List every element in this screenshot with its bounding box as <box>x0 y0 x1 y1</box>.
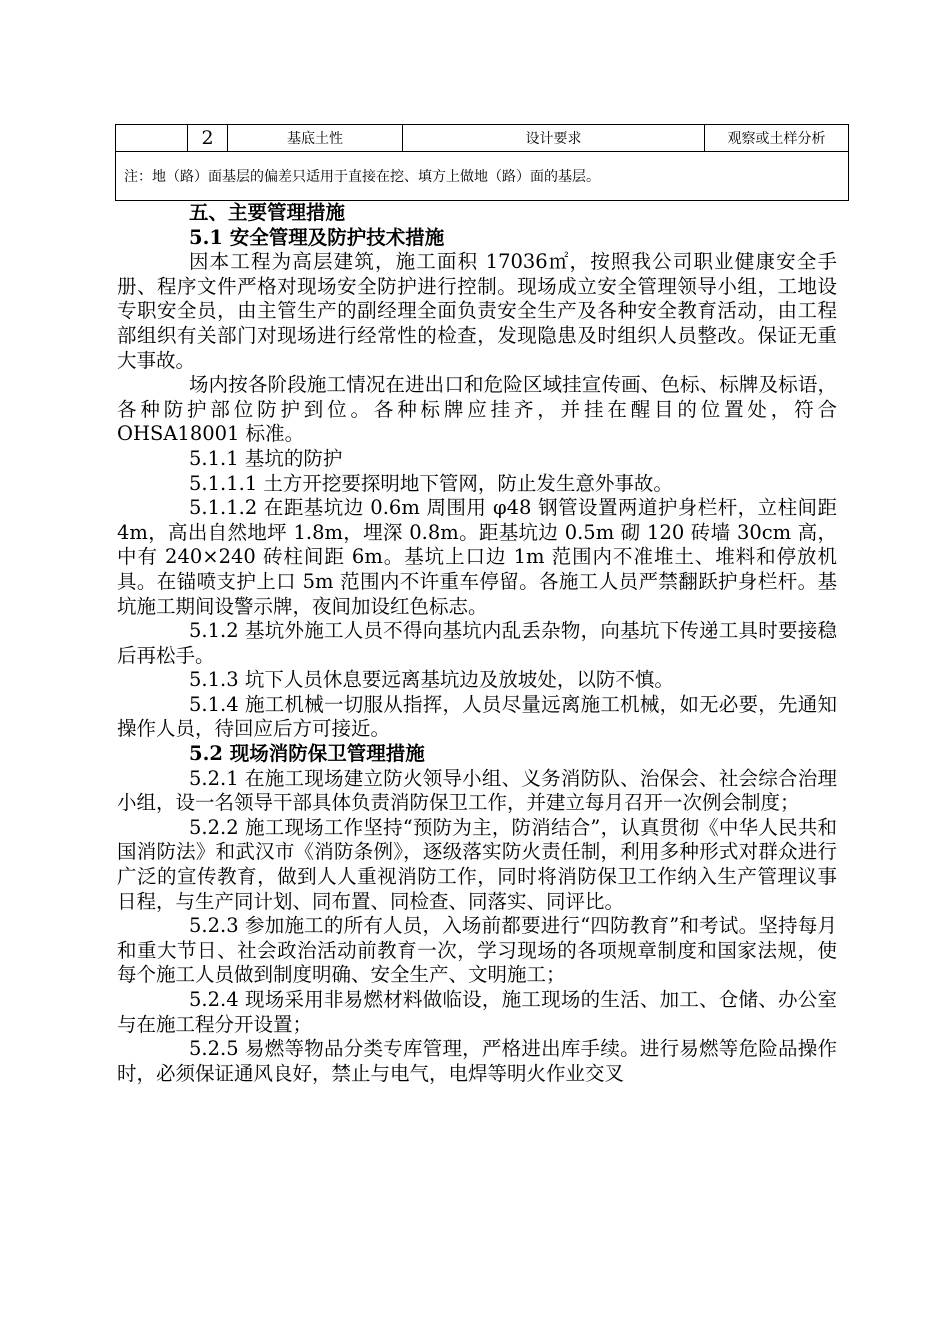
paragraph: 5.2.3 参加施工的所有人员，入场前都要进行“四防教育”和考试。坚持每月和重大节日、社会政治活动前教育一次，学习现场的各项规章制度和国家法规，使每个施工人员做到制度明确、安全生产、文明施工； <box>117 914 837 987</box>
paragraph: 5.2.1 在施工现场建立防火领导小组、义务消防队、治保会、社会综合治理小组，设一名领导干部具体负责消防保卫工作，并建立每月召开一次例会制度； <box>117 766 837 815</box>
paragraph: 因本工程为高层建筑，施工面积 17036㎡，按照我公司职业健康安全手册、程序文件严格对现场安全防护进行控制。现场成立安全管理领导小组，工地设专职安全员，由主管生产的副经理全面负责安全生产及各种安全教育活动，由工程部组织有关部门对现场进行经常性的检查，发现隐患及时组织人员整改。保证无重大事故。 <box>117 250 837 372</box>
paragraph: 5.1.1.1 土方开挖要探明地下管网，防止发生意外事故。 <box>189 471 673 495</box>
table-cell-requirement: 设计要求 <box>403 125 705 152</box>
table-cell-number: 2 <box>188 125 228 152</box>
table-note: 注：地（路）面基层的偏差只适用于直接在挖、填方上做地（路）面的基层。 <box>116 152 849 201</box>
table-cell-blank <box>116 125 188 152</box>
table-cell-item: 基底土性 <box>228 125 403 152</box>
paragraph: 5.1.1 基坑的防护 <box>189 446 343 470</box>
paragraph: 场内按各阶段施工情况在进出口和危险区域挂宣传画、色标、标牌及标语，各种防护部位防护到位。各种标牌应挂齐，并挂在醒目的位置处，符合 OHSA18001 标准。 <box>117 373 837 446</box>
table-row <box>116 125 849 152</box>
paragraph: 5.1.2 基坑外施工人员不得向基坑内乱丢杂物，向基坑下传递工具时要接稳后再松手。 <box>117 619 837 667</box>
paragraph: 5.1.3 坑下人员休息要远离基坑边及放坡处，以防不慎。 <box>189 668 674 692</box>
inspection-table <box>115 124 849 201</box>
section-heading: 五、主要管理措施 <box>189 201 346 224</box>
paragraph: 5.2.4 现场采用非易燃材料做临设，施工现场的生活、加工、仓储、办公室与在施工程分开设置； <box>117 988 837 1036</box>
body-content <box>117 201 837 1086</box>
table-cell-method: 观察或土样分析 <box>705 125 849 152</box>
paragraph: 5.2.2 施工现场工作坚持“预防为主，防消结合”，认真贯彻《中华人民共和国消防法》和武汉市《消防条例》，逐级落实防火责任制，利用多种形式对群众进行广泛的宣传教育，做到人人重视消防工作，同时将消防保卫工作纳入生产管理议事日程，与生产同计划、同布置、同检查、同落实、同评比。 <box>117 815 837 913</box>
paragraph: 5.1.1.2 在距基坑边 0.6m 周围用 φ48 钢管设置两道护身栏杆，立柱间距 4m，高出自然地坪 1.8m，埋深 0.8m。距基坑边 0.5m 砌 120 砖墙 30cm 高，中有 240×240 砖柱间距 6m。基坑上口边 1m 范围内不准堆土、堆料和停放机具。在锚喷支护上口 5m 范围内不许重车停留。各施工人员严禁翻跃护身栏杆。基坑施工期间设警示牌，夜间加设红色标志。 <box>117 496 837 618</box>
paragraph: 5.1.4 施工机械一切服从指挥，人员尽量远离施工机械，如无必要，先通知操作人员，待回应后方可接近。 <box>117 692 837 741</box>
paragraph: 5.2.5 易燃等物品分类专库管理，严格进出库手续。进行易燃等危险品操作时，必须保证通风良好，禁止与电气，电焊等明火作业交叉 <box>117 1037 837 1085</box>
table-note-row <box>116 152 849 201</box>
section-heading: 5.1 安全管理及防护技术措施 <box>189 225 445 249</box>
section-heading: 5.2 现场消防保卫管理措施 <box>189 742 425 766</box>
